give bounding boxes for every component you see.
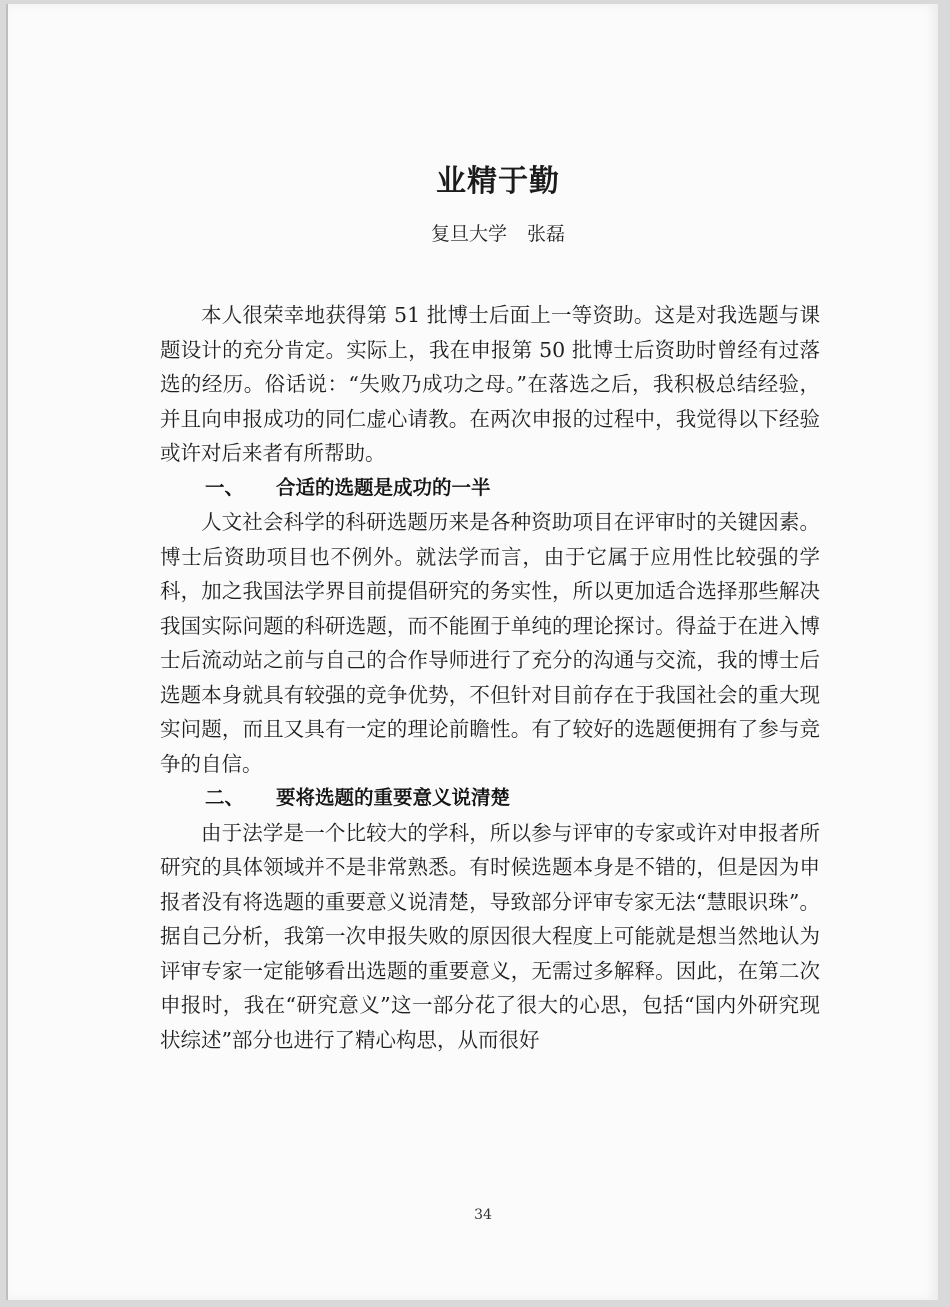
section-number: 一、 xyxy=(205,475,245,499)
intro-paragraph: 本人很荣幸地获得第 51 批博士后面上一等资助。这是对我选题与课题设计的充分肯定。实际上，我在申报第 50 批博士后资助时曾经有过落选的经历。俗话说：“失败乃成功之母。”在落选之后，我积极总结经验，并且向申报成功的同仁虚心请教。在两次申报的过程中，我觉得以下经验或许对后来者有所帮助。 xyxy=(160,303,820,465)
section-heading-text: 要将选题的重要意义说清楚 xyxy=(276,786,511,809)
page-number: 34 xyxy=(474,1207,492,1223)
section-paragraph-2: 由于法学是一个比较大的学科，所以参与评审的专家或许对申报者所研究的具体领域并不是非常熟悉。有时候选题本身是不错的，但是因为申报者没有将选题的重要意义说清楚，导致部分评审专家无法“慧眼识珠”。据自己分析，我第一次申报失败的原因很大程度上可能就是想当然地认为评审专家一定能够看出选题的重要意义，无需过多解释。因此，在第二次申报时，我在“研究意义”这一部分花了很大的心思，包括“国内外研究现状综述”部分也进行了精心构思，从而很好 xyxy=(160,820,820,1052)
section-number: 二、 xyxy=(205,786,245,809)
author-affiliation: 复旦大学 xyxy=(430,223,507,245)
section-heading-text: 合适的选题是成功的一半 xyxy=(276,475,491,499)
section-heading-1 xyxy=(160,471,820,506)
author-line xyxy=(8,219,950,246)
document-page xyxy=(6,4,938,1300)
page-title: 业精于勤 xyxy=(436,164,560,199)
section-heading-2 xyxy=(160,781,820,816)
section-paragraph-1: 人文社会科学的科研选题历来是各种资助项目在评审时的关键因素。博士后资助项目也不例外。就法学而言，由于它属于应用性比较强的学科，加之我国法学界目前提倡研究的务实性，所以更加适合选择那些解决我国实际问题的科研选题，而不能囿于单纯的理论探讨。得益于在进入博士后流动站之前与自己的合作导师进行了充分的沟通与交流，我的博士后选题本身就具有较强的竞争优势，不但针对目前存在于我国社会的重大现实问题，而且又具有一定的理论前瞻性。有了较好的选题便拥有了参与竞争的自信。 xyxy=(160,510,820,776)
article-body xyxy=(160,298,820,1057)
author-name: 张磊 xyxy=(527,223,566,245)
